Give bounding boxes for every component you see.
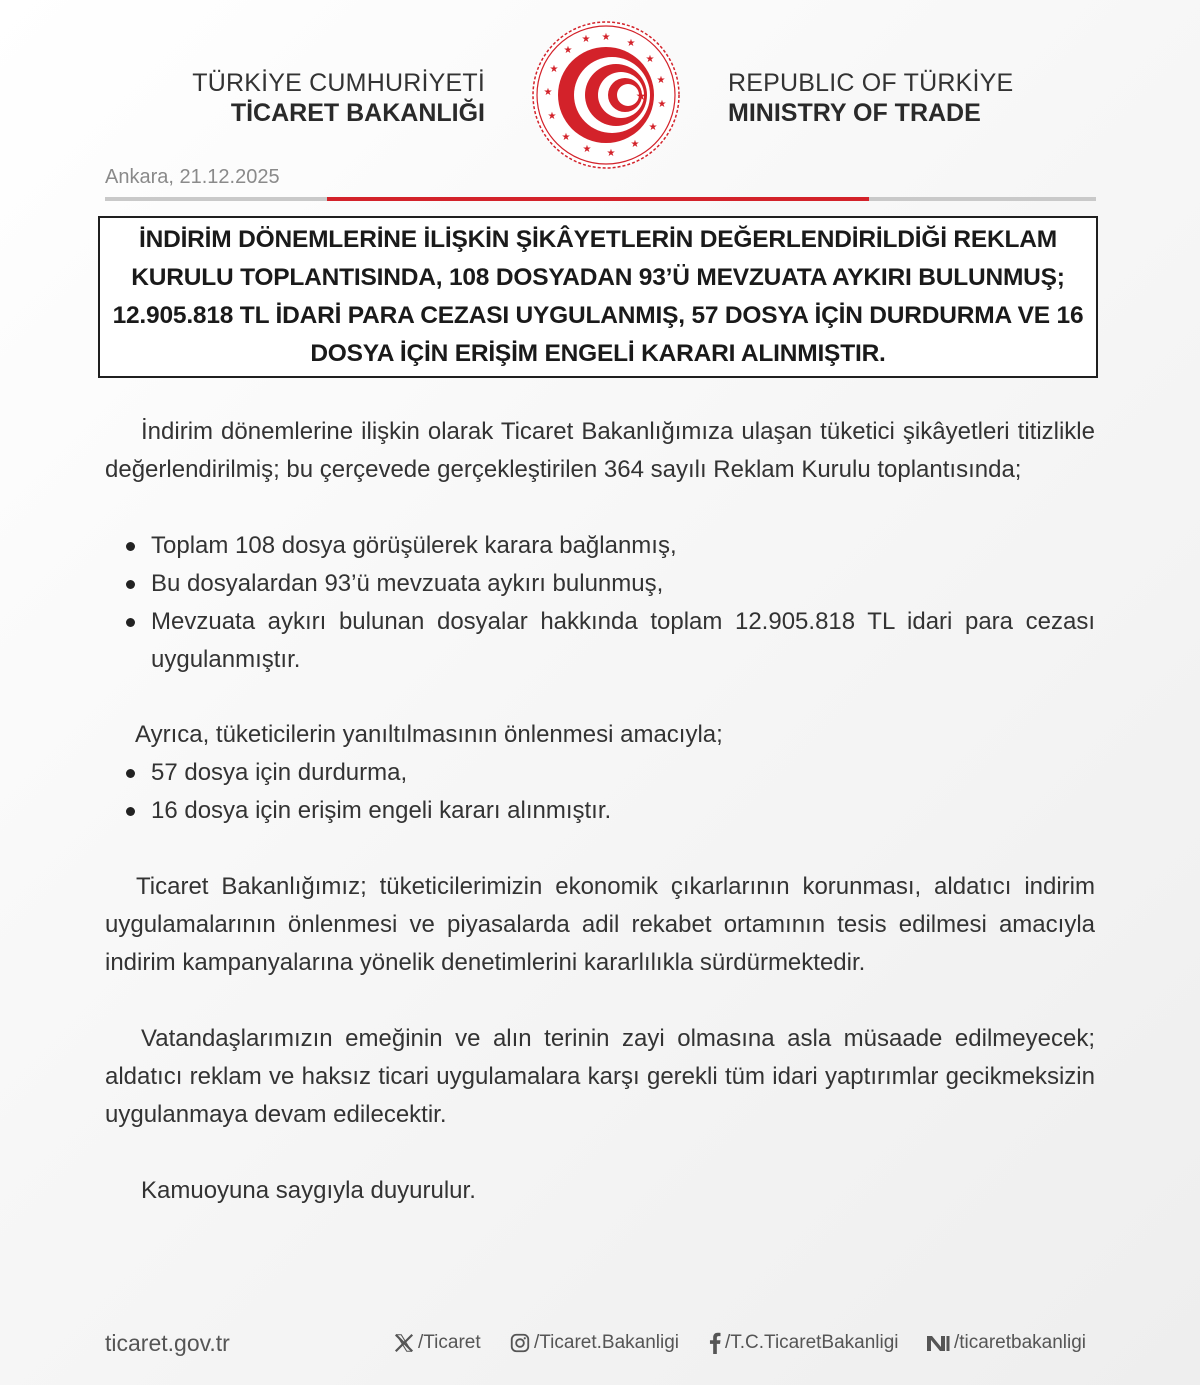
- nsosyal-handle: /ticaretbakanligi: [954, 1332, 1087, 1353]
- ministry-seal-logo: [531, 20, 681, 170]
- instagram-social-link[interactable]: [509, 1332, 679, 1354]
- ministry-statement-paragraph: Ticaret Bakanlığımız; tüketicilerimizin ekonomik çıkarlarının korunması, aldatıcı indirim uygulamalarının önlenmesi ve piyasalarda adil rekabet ortamının tesis edilmesi amacıyla indirim kampanyalarına yönelik denetimlerini kararlılıkla sürdürmektedir.: [105, 873, 1095, 976]
- bullet-icon: [126, 542, 135, 551]
- bullet-icon: [126, 618, 135, 627]
- list-item: Toplam 108 dosya görüşülerek karara bağlanmış,: [105, 527, 1095, 565]
- list-item: Bu dosyalardan 93’ü mevzuata aykırı bulunmuş,: [105, 565, 1095, 603]
- closing-line: Kamuoyuna saygıyla duyurulur.: [141, 1177, 476, 1204]
- nsosyal-icon: [925, 1332, 951, 1354]
- svg-text:★: ★: [630, 139, 640, 150]
- website-link[interactable]: ticaret.gov.tr: [105, 1330, 230, 1356]
- svg-text:★: ★: [547, 111, 557, 122]
- measures-paragraph: Ayrıca, tüketicilerin yanıltılmasının önlenmesi amacıyla;: [135, 721, 723, 748]
- svg-text:★: ★: [561, 132, 571, 143]
- x-icon: [393, 1332, 415, 1354]
- ministry-name-en: [728, 68, 1048, 128]
- facebook-icon: [708, 1332, 722, 1354]
- ministry-title-en: MINISTRY OF TRADE: [728, 99, 981, 127]
- svg-text:★: ★: [606, 148, 616, 159]
- svg-text:★: ★: [645, 54, 655, 65]
- headline-box: [98, 216, 1098, 378]
- list-item: 57 dosya için durdurma,: [105, 754, 1095, 792]
- instagram-icon: [509, 1332, 531, 1354]
- country-name-en: REPUBLIC OF TÜRKİYE: [728, 69, 1014, 97]
- x-handle: /Ticaret: [418, 1332, 481, 1353]
- x-social-link[interactable]: [393, 1332, 481, 1354]
- facebook-handle: /T.C.TicaretBakanligi: [725, 1332, 899, 1353]
- decision-list: [105, 527, 1095, 679]
- instagram-handle: /Ticaret.Bakanligi: [534, 1332, 680, 1353]
- svg-text:★: ★: [657, 99, 667, 110]
- divider-red: [327, 197, 869, 201]
- ministry-name-tr: [180, 68, 485, 128]
- svg-text:★: ★: [648, 122, 658, 133]
- list-item: 16 dosya için erişim engeli kararı alınmıştır.: [105, 792, 1095, 830]
- measures-list: [105, 754, 1095, 830]
- date-line: Ankara, 21.12.2025: [105, 166, 280, 188]
- svg-text:★: ★: [635, 89, 647, 103]
- svg-text:★: ★: [626, 38, 636, 49]
- citizens-paragraph: Vatandaşlarımızın emeğinin ve alın terinin zayi olmasına asla müsaade edilmeyecek; aldatıcı reklam ve haksız ticari uygulamalara karşı gerekli tüm idari yaptırımlar gecikmeksizin uygulanmaya devam edilecektir.: [105, 1025, 1095, 1128]
- nsosyal-social-link[interactable]: [925, 1332, 1086, 1354]
- headline: İNDİRİM DÖNEMLERİNE İLİŞKİN ŞİKÂYETLERİN DEĞERLENDİRİLDİĞİ REKLAM KURULU TOPLANTISINDA, 108 DOSYADAN 93’Ü MEVZUATA AYKIRI BULUNMUŞ; 12.905.818 TL İDARİ PARA CEZASI UYGULANMIŞ, 57 DOSYA İÇİN DURDURMA VE 16 DOSYA İÇİN ERİŞİM ENGELİ KARARI ALINMIŞTIR.: [112, 226, 1084, 367]
- svg-text:★: ★: [601, 32, 611, 43]
- bullet-icon: [126, 769, 135, 778]
- svg-text:★: ★: [543, 87, 553, 98]
- ministry-title-tr: TİCARET BAKANLIĞI: [230, 99, 485, 127]
- list-item: Mevzuata aykırı bulunan dosyalar hakkında toplam 12.905.818 TL idari para cezası uygulanmıştır.: [105, 603, 1095, 679]
- bullet-icon: [126, 580, 135, 589]
- facebook-social-link[interactable]: [708, 1332, 899, 1354]
- intro-paragraph: İndirim dönemlerine ilişkin olarak Ticaret Bakanlığımıza ulaşan tüketici şikâyetleri titizlikle değerlendirilmiş; bu çerçevede gerçekleştirilen 364 sayılı Reklam Kurulu toplantısında;: [105, 418, 1095, 483]
- svg-text:★: ★: [581, 34, 591, 45]
- svg-text:★: ★: [563, 45, 573, 56]
- svg-text:★: ★: [656, 75, 666, 86]
- bullet-icon: [126, 807, 135, 816]
- svg-text:★: ★: [549, 64, 559, 75]
- country-name-tr: TÜRKİYE CUMHURİYETİ: [192, 69, 485, 97]
- svg-text:★: ★: [582, 144, 592, 155]
